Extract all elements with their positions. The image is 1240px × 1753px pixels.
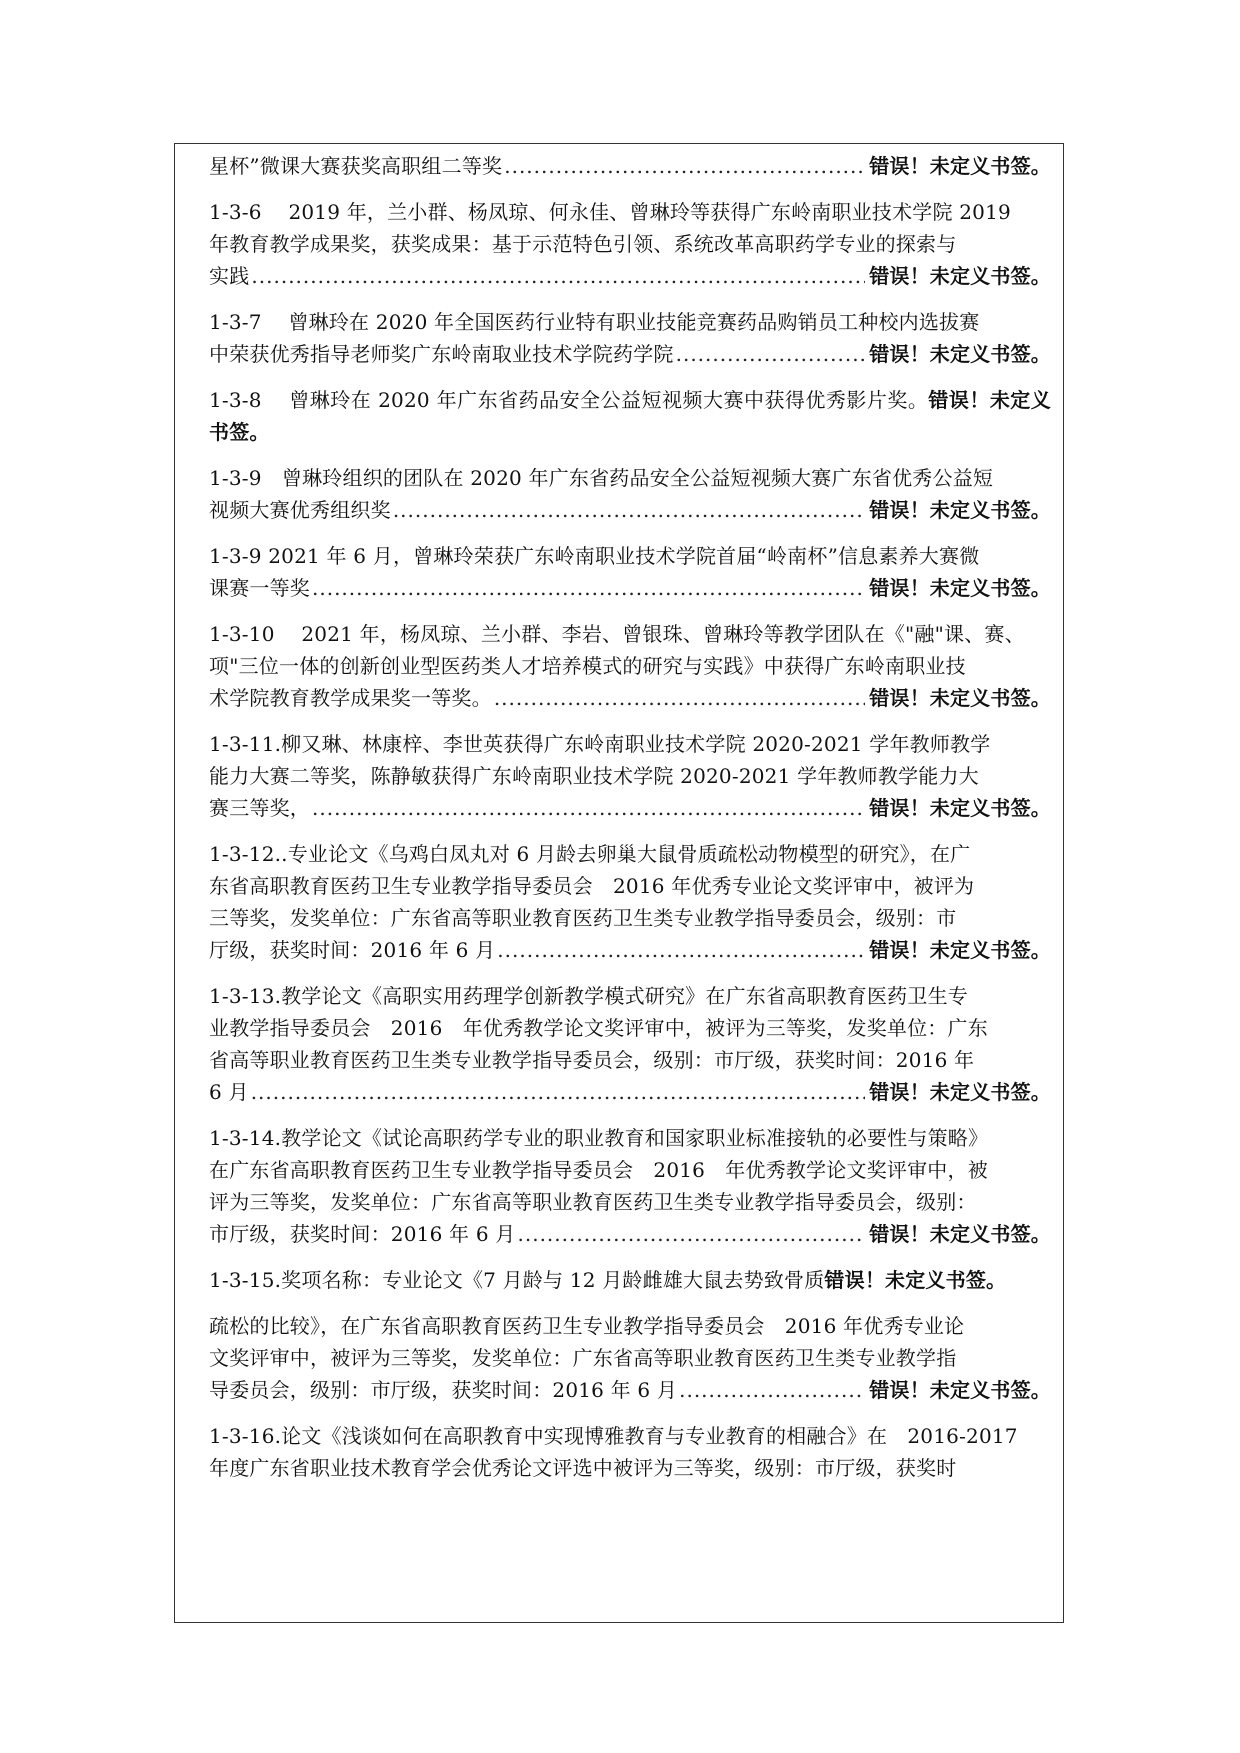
entry-text: 视频大赛优秀组织奖	[209, 498, 391, 522]
toc-line[interactable]	[209, 1374, 1051, 1406]
toc-line[interactable]	[209, 1218, 1051, 1250]
entry-text: 1-3-8 曾琳玲在 2020 年广东省药品安全公益短视频大赛中获得优秀影片奖。	[209, 388, 929, 412]
error-bookmark: 错误！未定义书签。	[869, 938, 1051, 962]
toc-line[interactable]	[209, 792, 1051, 824]
leader-dots	[393, 494, 865, 526]
entry-text: 市厅级，获奖时间：2016 年 6 月	[209, 1222, 516, 1246]
toc-line[interactable]	[209, 150, 1051, 182]
entry-line: 1-3-9 2021 年 6 月，曾琳玲荣获广东岭南职业技术学院首届“岭南杯”信息素养大赛微	[209, 544, 980, 568]
entry-text: 实践	[209, 264, 250, 288]
error-bookmark: 错误！未定义书签。	[869, 686, 1051, 710]
list-item	[209, 150, 1051, 182]
error-bookmark: 错误！未定义书签。	[869, 796, 1051, 820]
entry-line: 项"三位一体的创新创业型医药类人才培养模式的研究与实践》中获得广东岭南职业技	[209, 654, 966, 678]
entry-line: 评为三等奖，发奖单位：广东省高等职业教育医药卫生类专业教学指导委员会，级别：	[209, 1190, 977, 1214]
list-item	[209, 462, 1051, 526]
error-bookmark: 错误！未定义书签。	[869, 498, 1051, 522]
entry-line: 1-3-16.论文《浅谈如何在高职教育中实现博雅教育与专业教育的相融合》在 2016-2017	[209, 1424, 1018, 1448]
entry-text: 导委员会，级别：市厅级，获奖时间：2016 年 6 月	[209, 1378, 678, 1402]
list-item[interactable]	[209, 384, 1051, 448]
entry-line: 文奖评审中，被评为三等奖，发奖单位：广东省高等职业教育医药卫生类专业教学指	[209, 1346, 957, 1370]
entry-line: 东省高职教育医药卫生专业教学指导委员会 2016 年优秀专业论文奖评审中，被评为	[209, 874, 975, 898]
toc-line[interactable]	[209, 572, 1051, 604]
entry-line: 在广东省高职教育医药卫生专业教学指导委员会 2016 年优秀教学论文奖评审中，被	[209, 1158, 988, 1182]
list-item	[209, 1420, 1051, 1484]
error-bookmark: 错误！未定义书签。	[869, 264, 1051, 288]
entry-line: 1-3-11.柳又琳、林康梓、李世英获得广东岭南职业技术学院 2020-2021 学年教师教学	[209, 732, 991, 756]
error-bookmark: 错误！未定义书签。	[209, 388, 1051, 444]
toc-line[interactable]	[209, 338, 1051, 370]
error-bookmark: 错误！未定义书签。	[869, 576, 1051, 600]
leader-dots	[679, 1374, 865, 1406]
error-bookmark: 错误！未定义书签。	[869, 154, 1051, 178]
entry-line: 1-3-10 2021 年，杨凤琼、兰小群、李岩、曾银珠、曾琳玲等教学团队在《"融"课、赛、	[209, 622, 1025, 646]
entry-line: 1-3-6 2019 年，兰小群、杨凤琼、何永佳、曾琳玲等获得广东岭南职业技术学院 2019	[209, 200, 1011, 224]
entry-text: 厅级，获奖时间：2016 年 6 月	[209, 938, 496, 962]
leader-dots	[312, 572, 865, 604]
document-body	[209, 150, 1051, 1498]
list-item	[209, 196, 1051, 292]
toc-line[interactable]	[209, 494, 1051, 526]
entry-line: 三等奖，发奖单位：广东省高等职业教育医药卫生类专业教学指导委员会，级别：市	[209, 906, 957, 930]
toc-line[interactable]	[209, 682, 1051, 714]
leader-dots	[497, 934, 865, 966]
entry-line: 疏松的比较》，在广东省高职教育医药卫生专业教学指导委员会 2016 年优秀专业论	[209, 1314, 965, 1338]
entry-text: 1-3-15.奖项名称：专业论文《7 月龄与 12 月龄雌雄大鼠去势致骨质	[209, 1268, 825, 1292]
toc-line[interactable]	[209, 260, 1051, 292]
entry-line: 年教育教学成果奖，获奖成果：基于示范特色引领、系统改革高职药学专业的探索与	[209, 232, 957, 256]
list-item	[209, 1310, 1051, 1406]
list-item	[209, 728, 1051, 824]
list-item	[209, 980, 1051, 1108]
list-item	[209, 618, 1051, 714]
leader-dots	[676, 338, 866, 370]
entry-line: 业教学指导委员会 2016 年优秀教学论文奖评审中，被评为三等奖，发奖单位：广东	[209, 1016, 988, 1040]
entry-line: 1-3-7 曾琳玲在 2020 年全国医药行业特有职业技能竞赛药品购销员工种校内选拔赛	[209, 310, 980, 334]
entry-line: 1-3-12..专业论文《乌鸡白凤丸对 6 月龄去卵巢大鼠骨质疏松动物模型的研究》，在广	[209, 842, 971, 866]
entry-text: 术学院教育教学成果奖一等奖。	[209, 686, 492, 710]
list-item	[209, 306, 1051, 370]
leader-dots	[312, 792, 865, 824]
entry-line: 省高等职业教育医药卫生类专业教学指导委员会，级别：市厅级，获奖时间：2016 年	[209, 1048, 975, 1072]
toc-line[interactable]	[209, 1076, 1051, 1108]
error-bookmark: 错误！未定义书签。	[824, 1268, 1007, 1292]
toc-line[interactable]	[209, 934, 1051, 966]
entry-line: 年度广东省职业技术教育学会优秀论文评选中被评为三等奖，级别：市厅级，获奖时	[209, 1456, 957, 1480]
leader-dots	[251, 1076, 866, 1108]
entry-text: 中荣获优秀指导老师奖广东岭南取业技术学院药学院	[209, 342, 674, 366]
list-item	[209, 1122, 1051, 1250]
list-item[interactable]	[209, 1264, 1051, 1296]
leader-dots	[494, 682, 865, 714]
entry-text: 课赛一等奖	[209, 576, 310, 600]
error-bookmark: 错误！未定义书签。	[869, 1378, 1051, 1402]
entry-line: 1-3-14.教学论文《试论高职药学专业的职业教育和国家职业标准接轨的必要性与策略》	[209, 1126, 989, 1150]
list-item	[209, 838, 1051, 966]
list-item	[209, 540, 1051, 604]
entry-text: 星杯”微课大赛获奖高职组二等奖	[209, 154, 503, 178]
error-bookmark: 错误！未定义书签。	[869, 342, 1051, 366]
entry-text: 赛三等奖，	[209, 796, 310, 820]
entry-line: 能力大赛二等奖，陈静敏获得广东岭南职业技术学院 2020-2021 学年教师教学能力大	[209, 764, 979, 788]
error-bookmark: 错误！未定义书签。	[869, 1080, 1051, 1104]
leader-dots	[518, 1218, 866, 1250]
entry-line: 1-3-13.教学论文《高职实用药理学创新教学模式研究》在广东省高职教育医药卫生专	[209, 984, 968, 1008]
leader-dots	[251, 260, 865, 292]
entry-line: 1-3-9 曾琳玲组织的团队在 2020 年广东省药品安全公益短视频大赛广东省优秀公益短	[209, 466, 994, 490]
entry-text: 6 月	[209, 1080, 249, 1104]
error-bookmark: 错误！未定义书签。	[869, 1222, 1051, 1246]
leader-dots	[504, 150, 865, 182]
